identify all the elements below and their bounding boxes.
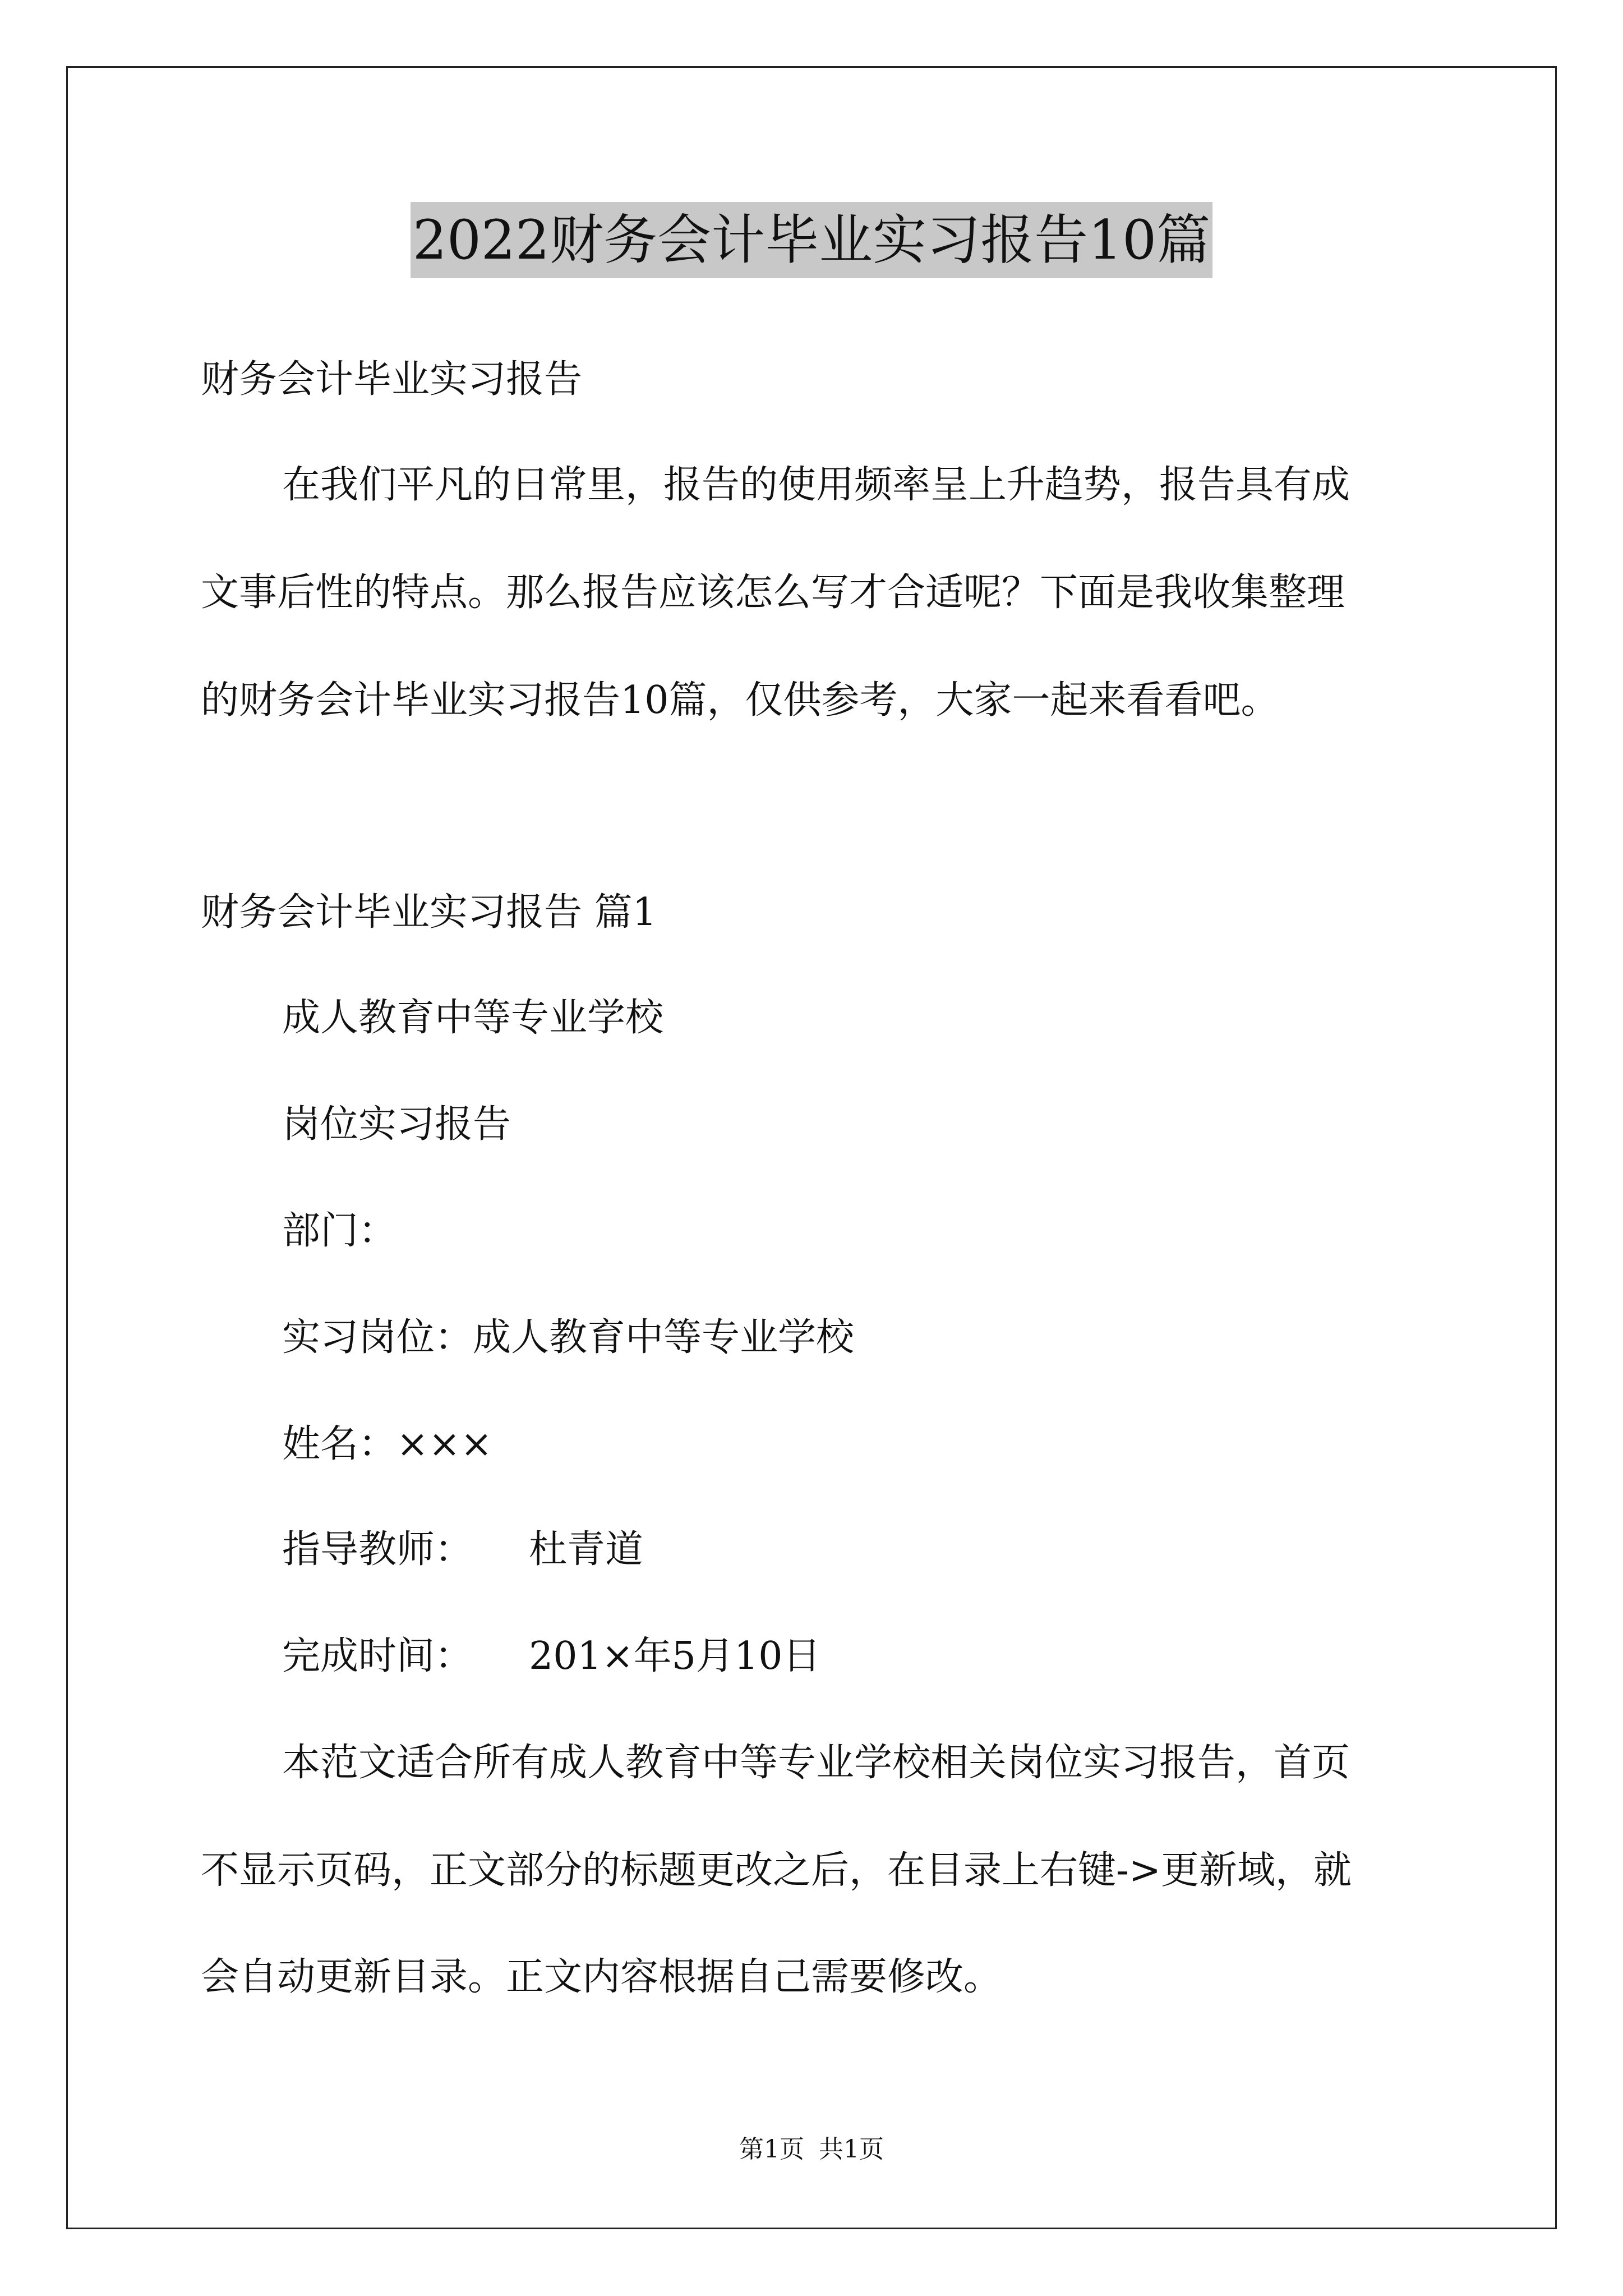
section-heading: 财务会计毕业实习报告 篇1 — [201, 890, 657, 935]
note-line-2: 不显示页码，正文部分的标题更改之后，在目录上右键->更新域，就 — [201, 1848, 1352, 1893]
advisor-line — [282, 1525, 643, 1575]
department-label: 部门： — [282, 1209, 397, 1253]
intro-line-3: 的财务会计毕业实习报告10篇，仅供参考，大家一起来看看吧。 — [201, 678, 1279, 723]
position-line: 实习岗位：成人教育中等专业学校 — [282, 1315, 855, 1360]
page-current: 第1页 — [739, 2135, 804, 2164]
report-name: 岗位实习报告 — [282, 1102, 511, 1147]
note-line-3: 会自动更新目录。正文内容根据自己需要修改。 — [201, 1955, 1002, 1999]
note-line-1: 本范文适合所有成人教育中等专业学校相关岗位实习报告，首页 — [282, 1741, 1350, 1785]
advisor-value: 杜青道 — [529, 1527, 644, 1572]
subtitle: 财务会计毕业实习报告 — [201, 357, 583, 402]
intro-line-1: 在我们平凡的日常里，报告的使用频率呈上升趋势，报告具有成 — [282, 463, 1350, 507]
document-title: 2022财务会计毕业实习报告10篇 — [411, 202, 1212, 278]
school-name: 成人教育中等专业学校 — [282, 996, 664, 1040]
title-container — [0, 202, 1623, 278]
page-footer — [0, 2133, 1623, 2166]
completion-label: 完成时间： — [282, 1634, 473, 1678]
name-line: 姓名：××× — [282, 1422, 492, 1466]
advisor-label: 指导教师： — [282, 1527, 473, 1572]
intro-line-2: 文事后性的特点。那么报告应该怎么写才合适呢？下面是我收集整理 — [201, 570, 1345, 615]
page-total: 共1页 — [819, 2135, 884, 2164]
completion-value: 201×年5月10日 — [529, 1634, 821, 1678]
completion-line — [282, 1631, 821, 1682]
